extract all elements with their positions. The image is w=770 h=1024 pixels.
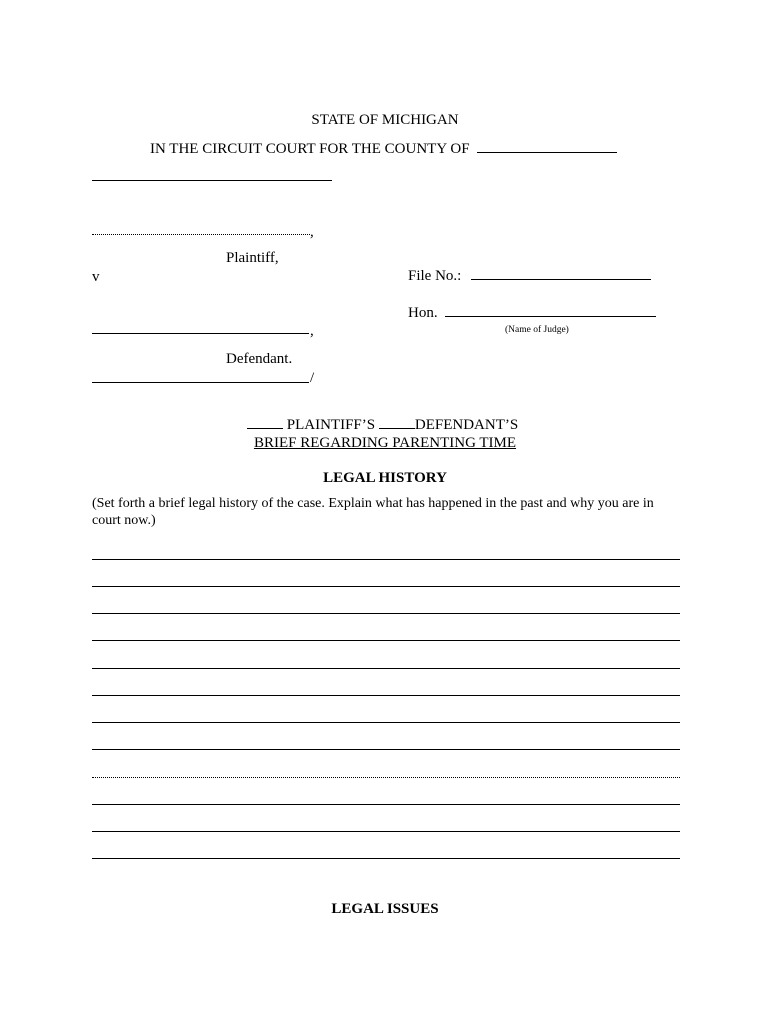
file-no-field[interactable] xyxy=(471,266,651,280)
caption-slash: / xyxy=(310,370,315,386)
file-no-row xyxy=(408,266,651,285)
brief-title-line2: BRIEF REGARDING PARENTING TIME xyxy=(253,435,517,451)
legal-history-line[interactable] xyxy=(92,777,680,778)
hon-row xyxy=(408,303,656,322)
court-heading-text: IN THE CIRCUIT COURT FOR THE COUNTY OF xyxy=(150,141,470,157)
judge-name-field[interactable] xyxy=(445,303,656,317)
legal-issues-heading: LEGAL ISSUES xyxy=(331,901,439,917)
plaintiff-check-blank[interactable] xyxy=(247,415,283,429)
file-no-label: File No.: xyxy=(408,268,462,284)
county-field[interactable] xyxy=(477,139,617,153)
legal-history-heading: LEGAL HISTORY xyxy=(323,470,447,486)
legal-history-line[interactable] xyxy=(92,613,680,614)
plaintiff-name-field[interactable] xyxy=(92,234,310,235)
plaintiffs-option: PLAINTIFF’S xyxy=(286,417,376,433)
legal-history-line[interactable] xyxy=(92,749,680,750)
court-heading xyxy=(150,139,617,158)
legal-history-line[interactable] xyxy=(92,722,680,723)
judge-note: (Name of Judge) xyxy=(505,325,569,335)
legal-history-line[interactable] xyxy=(92,668,680,669)
caption-bottom-line xyxy=(92,382,309,383)
caption-top-line xyxy=(92,180,332,181)
defendants-option: DEFENDANT’S xyxy=(414,417,519,433)
defendant-label: Defendant. xyxy=(226,351,293,367)
defendant-check-blank[interactable] xyxy=(379,415,415,429)
hon-label: Hon. xyxy=(408,305,438,321)
legal-history-line[interactable] xyxy=(92,804,680,805)
defendant-name-field[interactable] xyxy=(92,333,309,334)
legal-history-line[interactable] xyxy=(92,640,680,641)
legal-history-instructions: (Set forth a brief legal history of the case. Explain what has happened in the past and why you are in court now.) xyxy=(92,496,654,528)
versus-label: v xyxy=(92,269,100,285)
legal-history-line[interactable] xyxy=(92,586,680,587)
defendant-comma: , xyxy=(310,323,314,339)
legal-history-line[interactable] xyxy=(92,831,680,832)
legal-history-line[interactable] xyxy=(92,695,680,696)
brief-title-line1 xyxy=(247,415,518,434)
plaintiff-comma: , xyxy=(310,224,314,240)
legal-history-line[interactable] xyxy=(92,559,680,560)
state-heading: STATE OF MICHIGAN xyxy=(311,112,459,128)
legal-history-line[interactable] xyxy=(92,858,680,859)
plaintiff-label: Plaintiff, xyxy=(226,250,279,266)
